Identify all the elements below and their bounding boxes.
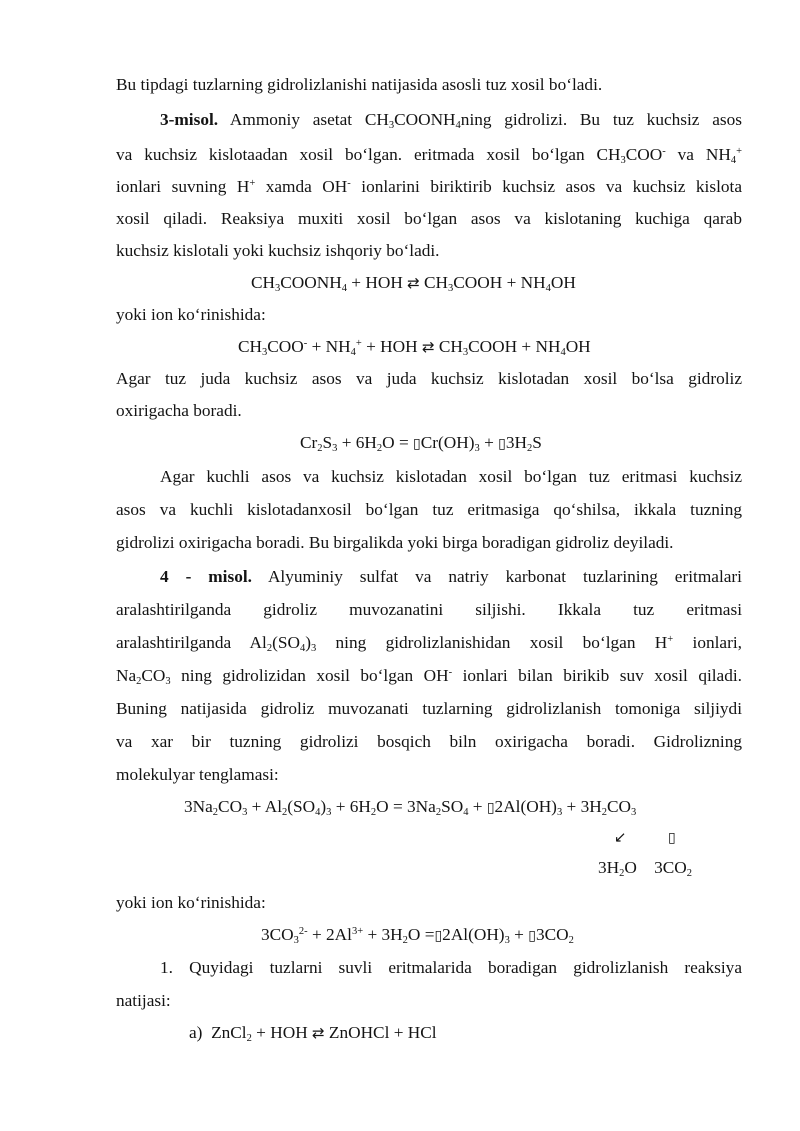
paragraph-agar-2-line-3: gidrolizi oxirigacha boradi. Bu birgalikda yoki birga boradigan gidroliz deyiladi. — [116, 533, 674, 552]
example-4-title: Alyuminiy sulfat va natriy karbonat tuzlarining eritmalari — [267, 567, 742, 586]
equation-6: a) ZnCl$_2$ + HOH ⇄ ZnOHCl + HCl — [189, 1023, 437, 1044]
example-3-line-5: kuchsiz kislotali yoki kuchsiz ishqoriy bo‘ladi. — [116, 241, 440, 260]
paragraph-intro: Bu tipdagi tuzlarning gidrolizlanishi natijasida asosli tuz xosil bo‘ladi. — [116, 75, 603, 94]
equation-1: $CH_3COONH_4$ + HOH ⇄ $CH_3COOH + NH_4OH$ — [251, 273, 576, 294]
equation-2: $CH_3COO^- + NH_4^+$ + HOH ⇄ $CH_3COOH + NH_4OH$ — [238, 337, 591, 358]
example-3-line-3: ionlari suvning H+ xamda OH- ionlarini biriktirib kuchsiz asos va kuchsiz kislota — [116, 177, 742, 196]
ion-form-label-1: yoki ion ko‘rinishida: — [116, 305, 266, 324]
example-3-line-2: va kuchsiz kislotaadan xosil bo‘lgan. eritmada xosil bo‘lgan $CH_3COO^-$ va $NH_4^+$ — [116, 145, 742, 166]
example-3-label: 3-misol. — [160, 110, 219, 129]
equation-3: $Cr_2S_3 + 6H_2O$ = $▯Cr(OH)_3$ + $▯3H_2S$ — [300, 433, 542, 454]
example-4-line-6: va xar bir tuzning gidrolizi bosqich biln oxirigacha boradi. Gidrolizning — [116, 732, 742, 751]
equation-4-gas-box: ▯ — [668, 830, 676, 846]
example-4-line-4: $Na_2CO_3$ ning gidrolizidan xosil bo‘lgan OH- ionlari bilan birikib suv xosil qiladi. — [116, 666, 742, 687]
ion-form-label-2: yoki ion ko‘rinishida: — [116, 893, 266, 912]
paragraph-agar-2-line-1: Agar kuchli asos va kuchsiz kislotadan xosil bo‘lgan tuz eritmasi kuchsiz — [160, 467, 742, 486]
example-4-line-3: aralashtirilganda $Al_2(SO_4)_3$ ning gidrolizlanishidan xosil bo‘lgan H+ ionlari, — [116, 633, 742, 654]
example-4-label: 4 - misol. — [160, 567, 252, 586]
equation-4-products: $3H_2O$ $3CO_2$ — [598, 858, 693, 879]
paragraph-agar-2-line-2: asos va kuchli kislotadanxosil bo‘lgan tuz eritmasiga qo‘shilsa, ikkala tuzning — [116, 500, 742, 519]
example-4-line-5: Buning natijasida gidroliz muvozanati tuzlarning gidrolizlanish tomoniga siljiydi — [116, 699, 742, 718]
example-4-line-7: molekulyar tenglamasi: — [116, 765, 279, 784]
equation-5: $3CO_3^{2-} + 2Al^{3+} + 3H_2O$ $=▯2Al(OH)_3$ + $▯3CO_2$ — [261, 925, 574, 946]
example-4-line-2: aralashtirilganda gidroliz muvozanatini siljishi. Ikkala tuz eritmasi — [116, 600, 742, 619]
paragraph-agar-1-line-1: Agar tuz juda kuchsiz asos va juda kuchsiz kislotadan xosil bo‘lsa gidroliz — [116, 369, 742, 388]
paragraph-agar-1-line-2: oxirigacha boradi. — [116, 401, 242, 420]
equation-4-decompose-arrow: ↙ — [614, 828, 627, 846]
example-4-line-1 — [160, 567, 742, 587]
task-1-line-2: natijasi: — [116, 991, 171, 1010]
task-1-line-1: 1. Quyidagi tuzlarni suvli eritmalarida boradigan gidrolizlanish reaksiya — [160, 958, 742, 977]
example-3-line-1: 3-misol. Ammoniy asetat $CH_3COONH_4ning$ gidrolizi. Bu tuz kuchsiz asos — [160, 110, 742, 131]
example-3-line-4: xosil qiladi. Reaksiya muxiti xosil bo‘lgan asos va kislotaning kuchiga qarab — [116, 209, 742, 228]
equation-4: $3Na_2CO_3 + Al_2(SO_4)_3 + 6H_2O = 3Na_2SO_4$ + $▯2Al(OH)_3 + 3H_2CO_3$ — [184, 797, 637, 818]
